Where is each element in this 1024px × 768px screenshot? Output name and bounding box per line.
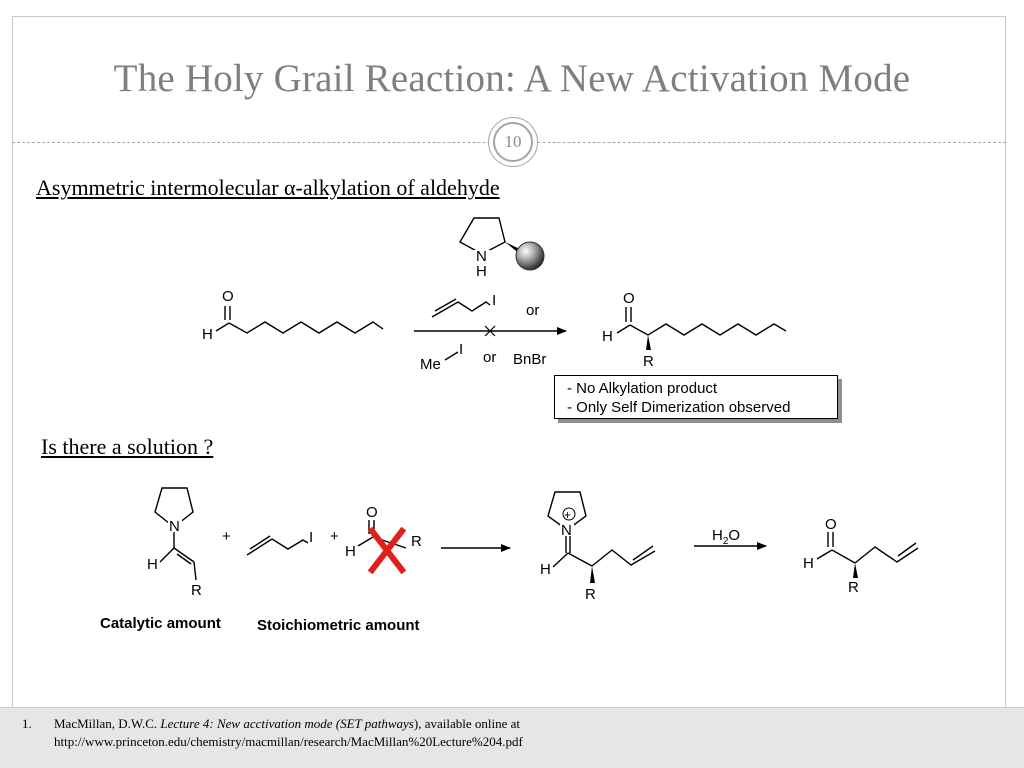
allyl-iodide-I: I: [492, 292, 497, 309]
iminium-N: N: [561, 522, 572, 539]
alkylated-aldehyde-product: [617, 307, 786, 350]
aldehyde-R: R: [411, 533, 422, 550]
catalyst-NH-H: H: [476, 263, 487, 280]
octanal-O: O: [222, 288, 234, 305]
final-R: R: [848, 579, 859, 596]
enamine-R: R: [191, 582, 202, 599]
enamine-N: N: [169, 518, 180, 535]
reagent-or-1: or: [526, 302, 540, 319]
red-x-icon: [372, 531, 402, 570]
water-H: H: [712, 527, 723, 544]
enamine-H: H: [147, 556, 158, 573]
callout-line-2: - Only Self Dimerization observed: [567, 399, 791, 416]
benzyl-bromide: BnBr: [513, 351, 547, 368]
product-O: O: [623, 290, 635, 307]
section-heading-alkylation: Asymmetric intermolecular α-alkylation of aldehyde: [36, 175, 500, 200]
callout-line-1: - No Alkylation product: [567, 380, 718, 397]
final-H: H: [803, 555, 814, 572]
footnote-rest: ), available online at: [413, 716, 520, 731]
iminium-R: R: [585, 586, 596, 603]
aldehyde-O: O: [366, 504, 378, 521]
water-subscript-2: 2: [722, 536, 729, 547]
octanal-structure: [216, 306, 383, 333]
allyl-iodide-structure: [247, 536, 308, 555]
plus-sign-1: +: [222, 528, 231, 545]
svg-text:H2O: [712, 527, 740, 547]
footnote-number: 1.: [22, 716, 32, 731]
final-aldehyde-product: [817, 532, 918, 578]
page-number: 10: [493, 122, 533, 162]
footnote-citation: [54, 716, 520, 732]
allyl-iodide-I-2: I: [309, 529, 314, 546]
methyl-iodide-I: I: [459, 341, 464, 358]
methyl-iodide-Me: Me: [420, 356, 441, 373]
footnote-title: Lecture 4: New acctivation mode (SET pathways: [160, 716, 414, 731]
catalyst-N: N: [476, 248, 487, 265]
result-callout: [554, 375, 838, 419]
footnote-bar: [0, 707, 1024, 768]
iminium-H: H: [540, 561, 551, 578]
product-R: R: [643, 353, 654, 370]
aldehyde-H: H: [345, 543, 356, 560]
iminium-charge: +: [564, 508, 572, 522]
product-H: H: [602, 328, 613, 345]
slide-title: The Holy Grail Reaction: A New Activation Mode: [113, 57, 911, 100]
stoichiometric-amount-label: Stoichiometric amount: [257, 617, 420, 634]
supported-pyrrolidine-catalyst: [460, 218, 544, 270]
plus-sign-2: +: [330, 528, 339, 545]
footnote-url[interactable]: http://www.princeton.edu/chemistry/macmillan/research/MacMillan%20Lecture%204.pdf: [54, 734, 523, 749]
water-O: O: [728, 527, 741, 544]
octanal-H: H: [202, 326, 213, 343]
footnote-author: MacMillan, D.W.C.: [54, 716, 161, 731]
final-O: O: [825, 516, 837, 533]
reagent-or-2: or: [483, 349, 497, 366]
sphere-icon: [516, 242, 544, 270]
section-heading-solution: Is there a solution ?: [41, 434, 214, 459]
catalytic-amount-label: Catalytic amount: [100, 615, 221, 632]
allyl-iodide-reagent: [432, 299, 490, 317]
